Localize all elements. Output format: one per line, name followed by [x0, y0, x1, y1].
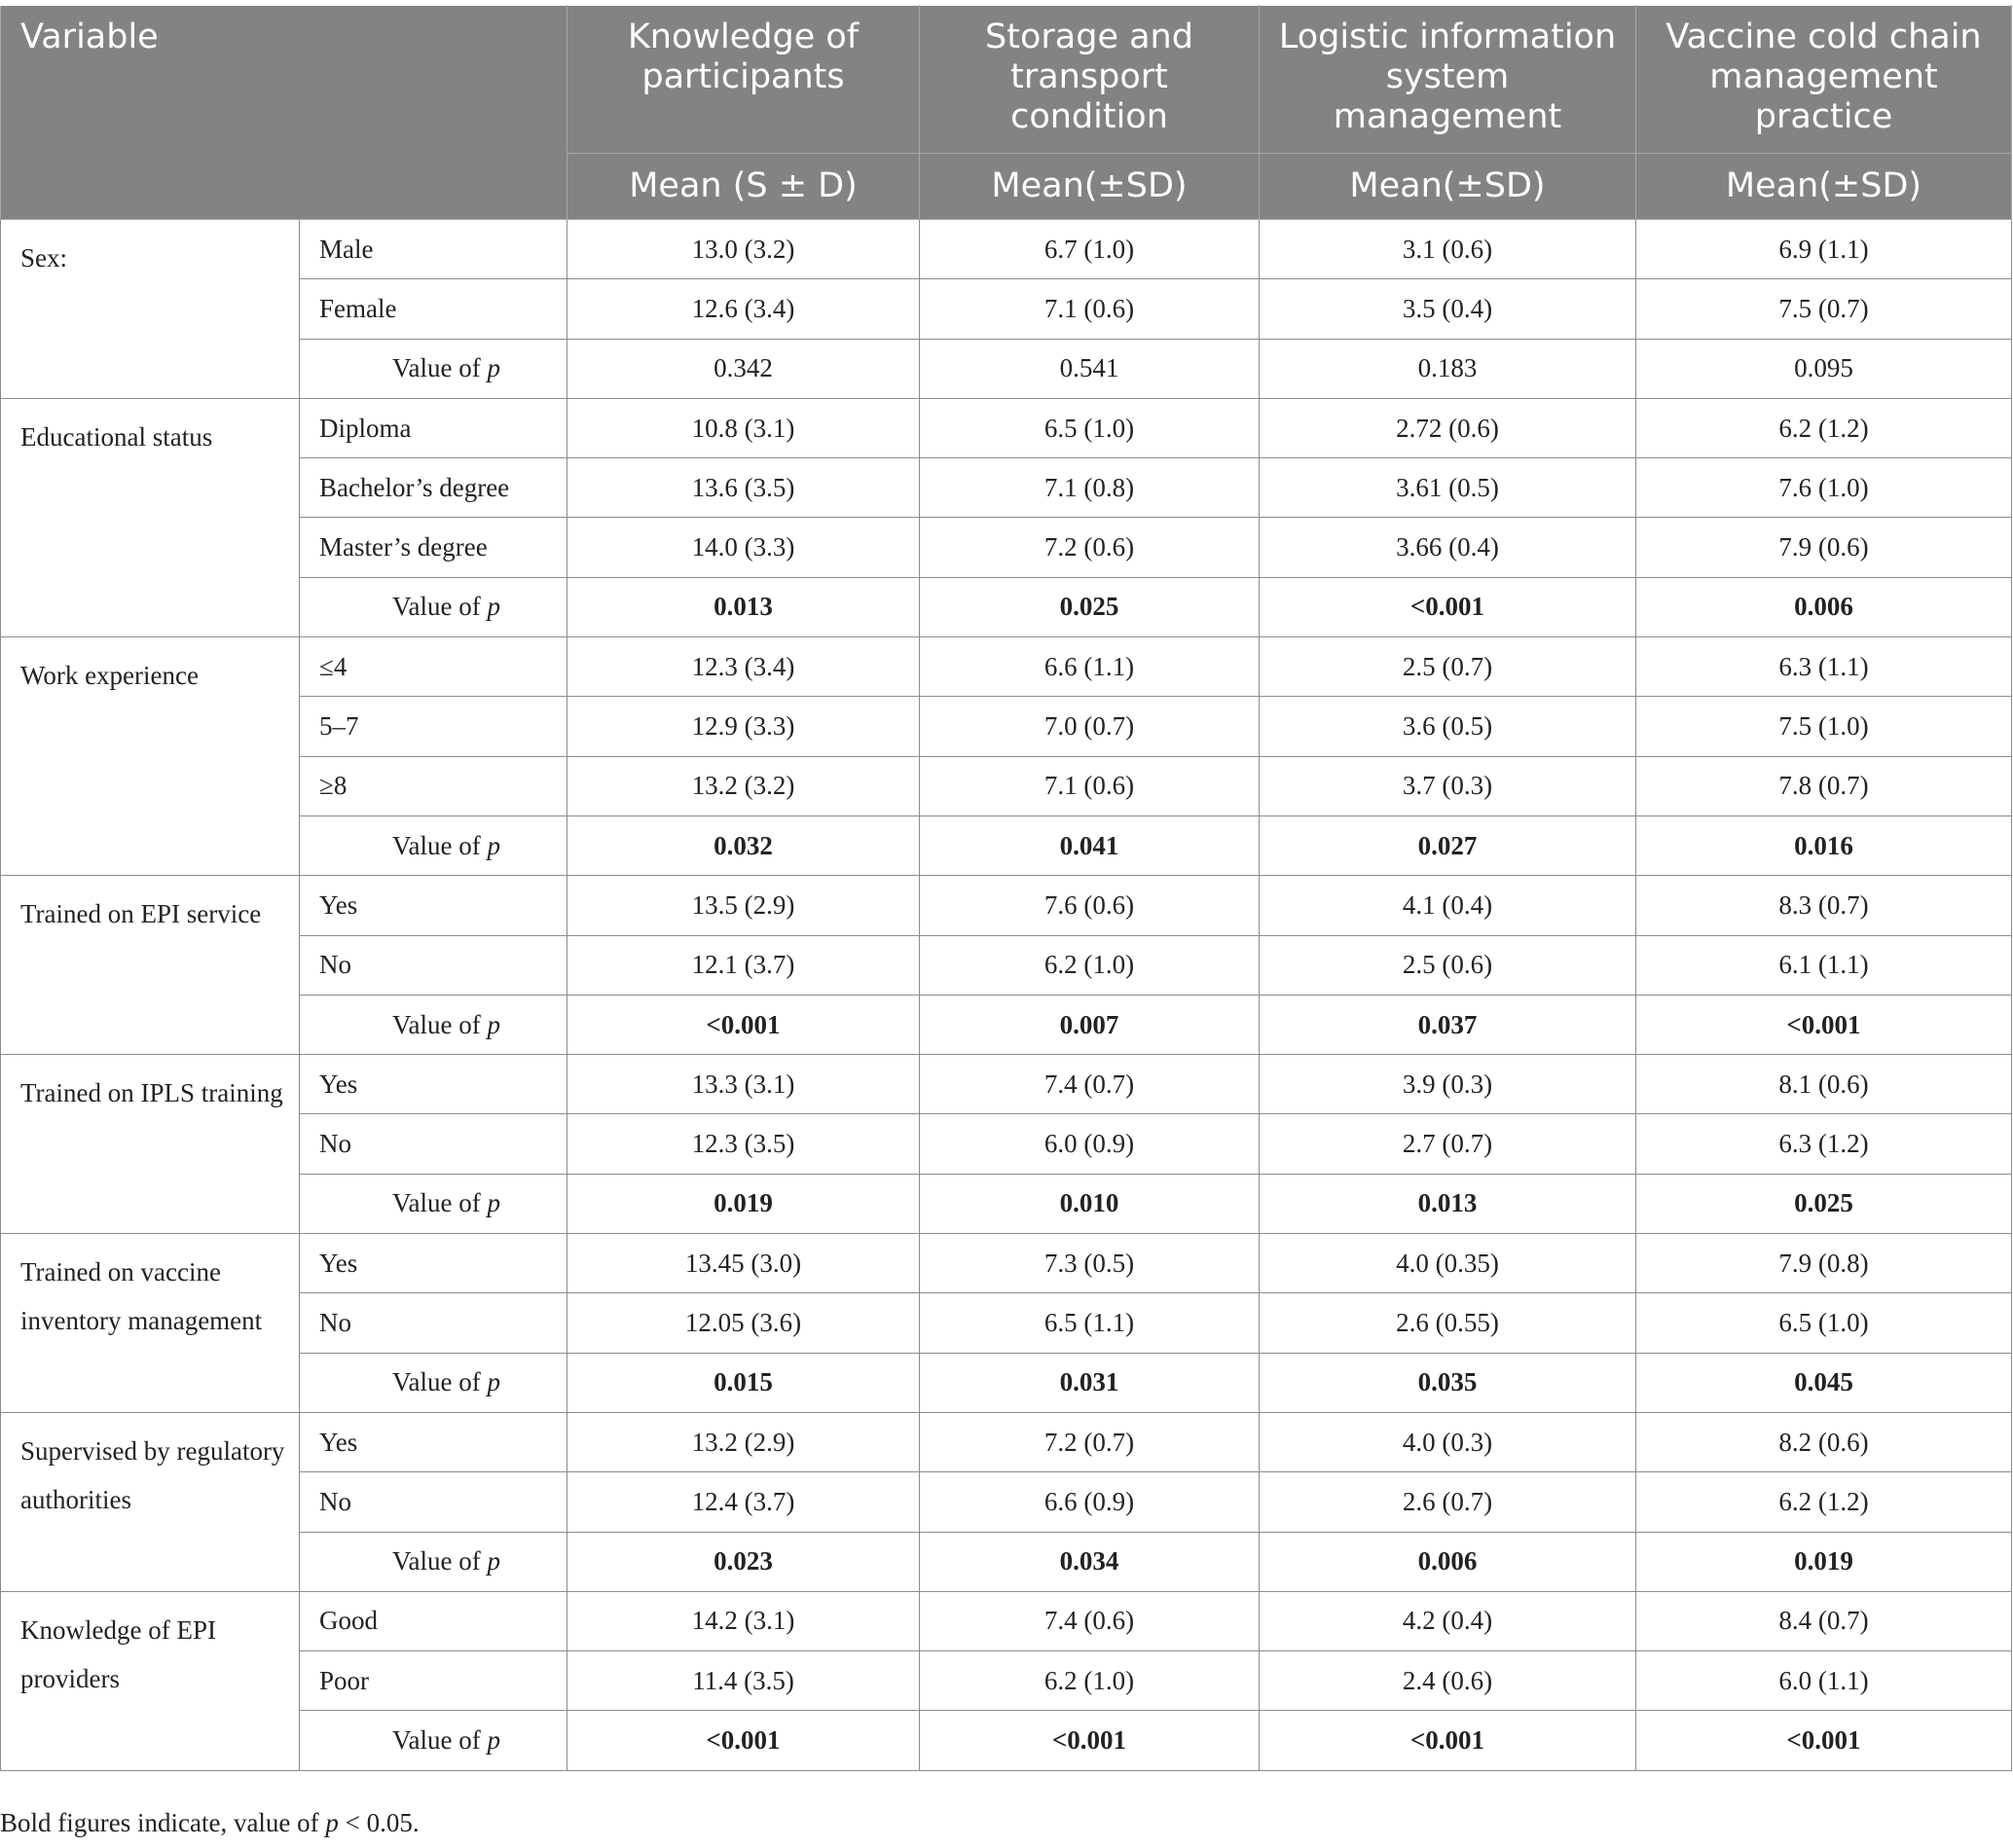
col-coldchain-header: Vaccine cold chain management practice [1636, 6, 2012, 154]
pvalue-cell: 0.031 [920, 1353, 1260, 1412]
pvalue-cell: 0.023 [567, 1532, 920, 1591]
value-cell: 12.6 (3.4) [567, 279, 920, 339]
category-cell: Male [300, 220, 567, 279]
value-cell: 12.4 (3.7) [567, 1472, 920, 1532]
table-row [1, 1651, 2012, 1711]
value-cell: 12.9 (3.3) [567, 697, 920, 756]
table-row [1, 518, 2012, 577]
value-cell: 3.9 (0.3) [1260, 1055, 1636, 1114]
category-cell: Diploma [300, 398, 567, 457]
pvalue-cell: 0.045 [1636, 1353, 2012, 1412]
value-cell: 7.2 (0.6) [920, 518, 1260, 577]
table-row [1, 876, 2012, 935]
pvalue-label-cell [300, 1532, 567, 1591]
category-cell: Yes [300, 1055, 567, 1114]
category-cell: No [300, 1293, 567, 1353]
pvalue-cell: <0.001 [1636, 1711, 2012, 1770]
category-cell: No [300, 1472, 567, 1532]
pvalue-cell: 0.006 [1636, 577, 2012, 636]
pvalue-label: Value of [392, 1009, 481, 1039]
value-cell: 2.4 (0.6) [1260, 1651, 1636, 1711]
value-cell: 6.6 (0.9) [920, 1472, 1260, 1532]
p-symbol: p [487, 1188, 500, 1218]
value-cell: 12.05 (3.6) [567, 1293, 920, 1353]
category-cell: No [300, 935, 567, 995]
value-cell: 13.0 (3.2) [567, 220, 920, 279]
table-row [1, 697, 2012, 756]
pvalue-cell: 0.010 [920, 1174, 1260, 1233]
table-row [1, 1591, 2012, 1650]
value-cell: 6.2 (1.0) [920, 1651, 1260, 1711]
pvalue-cell: 0.032 [567, 815, 920, 875]
value-cell: 6.1 (1.1) [1636, 935, 2012, 995]
variable-cell: Trained on IPLS training [1, 1055, 300, 1234]
variable-cell: Knowledge of EPI providers [1, 1591, 300, 1770]
value-cell: 7.8 (0.7) [1636, 756, 2012, 815]
table-row [1, 1055, 2012, 1114]
value-cell: 13.2 (2.9) [567, 1412, 920, 1471]
col-storage-header: Storage and transport condition [920, 6, 1260, 154]
value-cell: 2.6 (0.55) [1260, 1293, 1636, 1353]
p-symbol: p [487, 1009, 500, 1039]
value-cell: 7.6 (1.0) [1636, 458, 2012, 518]
value-cell: 7.1 (0.8) [920, 458, 1260, 518]
pvalue-cell: 0.016 [1636, 815, 2012, 875]
value-cell: 6.7 (1.0) [920, 220, 1260, 279]
value-cell: 6.9 (1.1) [1636, 220, 2012, 279]
category-cell: Bachelor’s degree [300, 458, 567, 518]
pvalue-cell: 0.183 [1260, 339, 1636, 398]
col-knowledge-header: Knowledge of participants [567, 6, 920, 154]
pvalue-cell: 0.095 [1636, 339, 2012, 398]
variable-cell: Sex: [1, 220, 300, 399]
value-cell: 4.0 (0.3) [1260, 1412, 1636, 1471]
pvalue-label: Value of [392, 1188, 481, 1218]
col-coldchain-subheader: Mean(±SD) [1636, 154, 2012, 220]
value-cell: 13.45 (3.0) [567, 1234, 920, 1293]
category-cell: Female [300, 279, 567, 339]
value-cell: 11.4 (3.5) [567, 1651, 920, 1711]
category-cell: No [300, 1114, 567, 1174]
table-row [1, 458, 2012, 518]
table-row [1, 1234, 2012, 1293]
pvalue-label-cell [300, 1711, 567, 1770]
value-cell: 3.7 (0.3) [1260, 756, 1636, 815]
pvalue-cell: 0.007 [920, 995, 1260, 1054]
pvalue-label-cell [300, 1353, 567, 1412]
table-row [1, 637, 2012, 697]
pvalue-row [1, 1532, 2012, 1591]
value-cell: 13.3 (3.1) [567, 1055, 920, 1114]
pvalue-cell: <0.001 [567, 995, 920, 1054]
value-cell: 7.0 (0.7) [920, 697, 1260, 756]
pvalue-cell: <0.001 [567, 1711, 920, 1770]
category-cell: ≥8 [300, 756, 567, 815]
category-cell: Yes [300, 1412, 567, 1471]
table-row [1, 1412, 2012, 1471]
value-cell: 6.5 (1.0) [920, 398, 1260, 457]
table-row [1, 1472, 2012, 1532]
pvalue-cell: 0.027 [1260, 815, 1636, 875]
pvalue-row [1, 339, 2012, 398]
value-cell: 6.0 (1.1) [1636, 1651, 2012, 1711]
value-cell: 7.1 (0.6) [920, 756, 1260, 815]
table-row [1, 1293, 2012, 1353]
category-cell: Yes [300, 1234, 567, 1293]
variable-cell: Trained on EPI service [1, 876, 300, 1055]
value-cell: 7.9 (0.8) [1636, 1234, 2012, 1293]
pvalue-cell: <0.001 [1260, 577, 1636, 636]
value-cell: 7.1 (0.6) [920, 279, 1260, 339]
pvalue-cell: 0.025 [1636, 1174, 2012, 1233]
value-cell: 7.9 (0.6) [1636, 518, 2012, 577]
footnote [0, 1808, 420, 1838]
value-cell: 10.8 (3.1) [567, 398, 920, 457]
value-cell: 3.66 (0.4) [1260, 518, 1636, 577]
pvalue-label-cell [300, 815, 567, 875]
value-cell: 6.3 (1.1) [1636, 637, 2012, 697]
value-cell: 8.4 (0.7) [1636, 1591, 2012, 1650]
pvalue-label: Value of [392, 1725, 481, 1756]
pvalue-label: Value of [392, 830, 481, 860]
table-row [1, 1114, 2012, 1174]
pvalue-cell: 0.019 [567, 1174, 920, 1233]
category-cell: Poor [300, 1651, 567, 1711]
value-cell: 8.3 (0.7) [1636, 876, 2012, 935]
value-cell: 4.0 (0.35) [1260, 1234, 1636, 1293]
category-cell: Yes [300, 876, 567, 935]
value-cell: 12.3 (3.5) [567, 1114, 920, 1174]
value-cell: 3.1 (0.6) [1260, 220, 1636, 279]
value-cell: 13.5 (2.9) [567, 876, 920, 935]
p-symbol: p [487, 1725, 500, 1756]
value-cell: 2.6 (0.7) [1260, 1472, 1636, 1532]
pvalue-cell: 0.037 [1260, 995, 1636, 1054]
value-cell: 13.6 (3.5) [567, 458, 920, 518]
p-symbol: p [487, 1367, 500, 1397]
p-symbol: p [487, 1546, 500, 1576]
pvalue-cell: 0.035 [1260, 1353, 1636, 1412]
pvalue-cell: 0.013 [567, 577, 920, 636]
value-cell: 6.2 (1.2) [1636, 1472, 2012, 1532]
pvalue-cell: <0.001 [1260, 1711, 1636, 1770]
pvalue-row [1, 1174, 2012, 1233]
pvalue-cell: 0.015 [567, 1353, 920, 1412]
pvalue-row [1, 577, 2012, 636]
value-cell: 3.6 (0.5) [1260, 697, 1636, 756]
pvalue-cell: <0.001 [1636, 995, 2012, 1054]
value-cell: 14.2 (3.1) [567, 1591, 920, 1650]
table-row [1, 279, 2012, 339]
table-row [1, 398, 2012, 457]
category-cell: Master’s degree [300, 518, 567, 577]
value-cell: 6.6 (1.1) [920, 637, 1260, 697]
category-cell: Good [300, 1591, 567, 1650]
pvalue-cell: 0.041 [920, 815, 1260, 875]
col-storage-subheader: Mean(±SD) [920, 154, 1260, 220]
value-cell: 7.3 (0.5) [920, 1234, 1260, 1293]
value-cell: 2.5 (0.7) [1260, 637, 1636, 697]
table-row [1, 935, 2012, 995]
value-cell: 13.2 (3.2) [567, 756, 920, 815]
pvalue-cell: 0.025 [920, 577, 1260, 636]
variable-cell: Work experience [1, 637, 300, 876]
value-cell: 6.5 (1.0) [1636, 1293, 2012, 1353]
pvalue-cell: 0.342 [567, 339, 920, 398]
col-logistic-header: Logistic information system management [1260, 6, 1636, 154]
table-header [1, 6, 2012, 220]
value-cell: 4.2 (0.4) [1260, 1591, 1636, 1650]
footnote-p-symbol: p [325, 1808, 339, 1837]
value-cell: 2.5 (0.6) [1260, 935, 1636, 995]
value-cell: 6.3 (1.2) [1636, 1114, 2012, 1174]
pvalue-cell: <0.001 [920, 1711, 1260, 1770]
category-cell: ≤4 [300, 637, 567, 697]
value-cell: 7.5 (0.7) [1636, 279, 2012, 339]
p-symbol: p [487, 830, 500, 860]
col-knowledge-subheader: Mean (S ± D) [567, 154, 920, 220]
variable-cell: Supervised by regulatory authorities [1, 1412, 300, 1591]
pvalue-label-cell [300, 995, 567, 1054]
value-cell: 2.7 (0.7) [1260, 1114, 1636, 1174]
table-row [1, 220, 2012, 279]
value-cell: 4.1 (0.4) [1260, 876, 1636, 935]
pvalue-row [1, 995, 2012, 1054]
category-cell: 5–7 [300, 697, 567, 756]
value-cell: 7.4 (0.6) [920, 1591, 1260, 1650]
pvalue-cell: 0.541 [920, 339, 1260, 398]
variable-cell: Trained on vaccine inventory management [1, 1234, 300, 1413]
pvalue-label: Value of [392, 1546, 481, 1576]
pvalue-row [1, 1711, 2012, 1770]
value-cell: 8.1 (0.6) [1636, 1055, 2012, 1114]
pvalue-label-cell [300, 577, 567, 636]
pvalue-cell: 0.019 [1636, 1532, 2012, 1591]
pvalue-cell: 0.034 [920, 1532, 1260, 1591]
value-cell: 7.4 (0.7) [920, 1055, 1260, 1114]
p-symbol: p [487, 353, 500, 383]
pvalue-label-cell [300, 339, 567, 398]
p-symbol: p [487, 592, 500, 622]
value-cell: 7.5 (1.0) [1636, 697, 2012, 756]
footnote-text: Bold figures indicate, value of [0, 1808, 319, 1837]
value-cell: 7.2 (0.7) [920, 1412, 1260, 1471]
col-logistic-subheader: Mean(±SD) [1260, 154, 1636, 220]
value-cell: 6.2 (1.2) [1636, 398, 2012, 457]
pvalue-label: Value of [392, 1367, 481, 1397]
value-cell: 14.0 (3.3) [567, 518, 920, 577]
value-cell: 6.5 (1.1) [920, 1293, 1260, 1353]
footnote-tail: < 0.05. [338, 1808, 420, 1837]
value-cell: 3.61 (0.5) [1260, 458, 1636, 518]
value-cell: 12.1 (3.7) [567, 935, 920, 995]
table-body [1, 220, 2012, 1771]
pvalue-row [1, 1353, 2012, 1412]
results-table [0, 5, 2012, 1771]
value-cell: 7.6 (0.6) [920, 876, 1260, 935]
pvalue-label: Value of [392, 592, 481, 622]
pvalue-cell: 0.006 [1260, 1532, 1636, 1591]
pvalue-label: Value of [392, 353, 481, 383]
value-cell: 6.0 (0.9) [920, 1114, 1260, 1174]
variable-cell: Educational status [1, 398, 300, 636]
variable-header: Variable [1, 6, 567, 220]
value-cell: 8.2 (0.6) [1636, 1412, 2012, 1471]
pvalue-cell: 0.013 [1260, 1174, 1636, 1233]
pvalue-label-cell [300, 1174, 567, 1233]
table-row [1, 756, 2012, 815]
value-cell: 3.5 (0.4) [1260, 279, 1636, 339]
value-cell: 12.3 (3.4) [567, 637, 920, 697]
value-cell: 2.72 (0.6) [1260, 398, 1636, 457]
value-cell: 6.2 (1.0) [920, 935, 1260, 995]
pvalue-row [1, 815, 2012, 875]
